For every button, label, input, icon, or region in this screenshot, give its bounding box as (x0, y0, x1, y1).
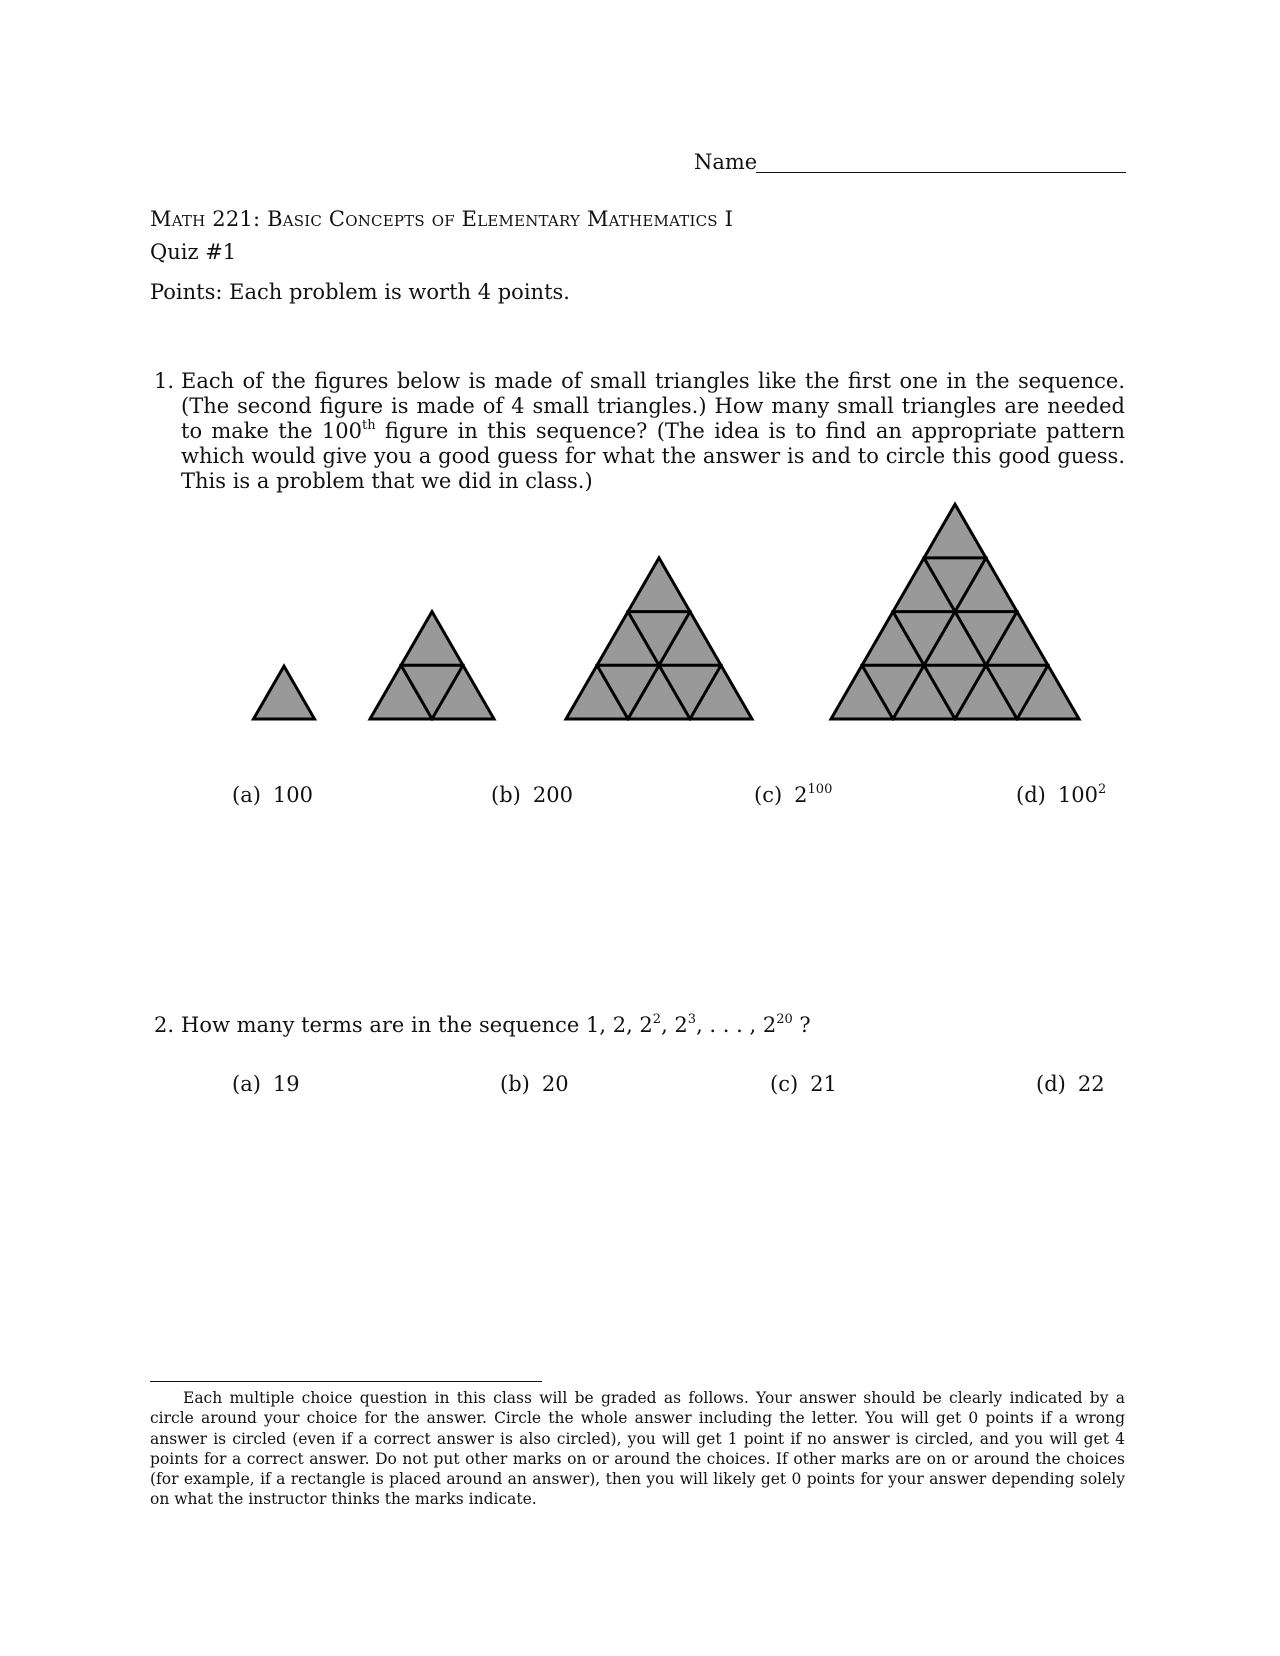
name-label: Name (694, 150, 758, 174)
question-2-text-mid2: , . . . , 2 (696, 1013, 777, 1037)
q1-option-c[interactable] (754, 783, 832, 807)
question-2-text-mid1: , 2 (661, 1013, 688, 1037)
triangle-figure-2 (370, 612, 494, 719)
triangle-figure-3 (566, 558, 752, 719)
q1-option-b-label: (b) (491, 783, 521, 807)
question-2-text-prefix: How many terms are in the sequence 1, 2, 2 (181, 1013, 653, 1037)
footnote-text: Each multiple choice question in this class will be graded as follows. Your answer should be clearly indicated by a circle around your choice for the answer. Circle the whole answer including the letter. You will get 0 points if a wrong answer is circled (even if a correct answer is also circled), you will get 1 point if no answer is circled, and you will get 4 points for a correct answer. Do not put other marks on or around the choices. If other marks are on or around the choices (for example, if a rectangle is placed around an answer), then you will likely get 0 points for your answer depending solely on what the instructor thinks the marks indicate. (150, 1389, 1125, 1509)
triangle-figure-4 (831, 504, 1079, 719)
q1-option-d-label: (d) (1016, 783, 1046, 807)
q2-option-d[interactable] (1036, 1072, 1105, 1096)
question-2-number: 2. (154, 1013, 175, 1037)
question-1-text-part2: figure in this sequence? (The idea is to find an appropriate pattern which would give you a good guess for what the answer is and to circle this good guess. This is a problem that we did in class.) (181, 419, 1125, 493)
q1-option-b[interactable] (491, 783, 573, 807)
triangle-outline (566, 558, 752, 719)
q2-option-b[interactable] (500, 1072, 569, 1096)
question-2-text-suffix: ? (792, 1013, 811, 1037)
course-title: Math 221: Basic Concepts of Elementary Mathematics I (150, 207, 734, 231)
q2-option-d-value: 22 (1077, 1072, 1105, 1096)
q2-option-c-label: (c) (770, 1072, 799, 1096)
question-2-text (181, 1013, 811, 1037)
points-text: Points: Each problem is worth 4 points. (150, 280, 570, 304)
triangle-sequence-figure (0, 0, 1280, 760)
triangle-outline (254, 666, 315, 719)
q1-option-a[interactable] (232, 783, 313, 807)
q2-option-a[interactable] (232, 1072, 300, 1096)
question-1-text-part1: Each of the figures below is made of small triangles like the first one in the sequence. (The second figure is made of 4 small triangles.) How many small triangles are needed to make the 100 (181, 369, 1125, 443)
question-1-text-sup: th (361, 418, 376, 433)
question-2-sup-3: 20 (776, 1012, 793, 1027)
triangle-figure-1 (254, 666, 315, 719)
q2-option-b-label: (b) (500, 1072, 530, 1096)
q1-option-d-base: 100 (1057, 783, 1098, 807)
q2-option-d-label: (d) (1036, 1072, 1066, 1096)
q2-option-a-value: 19 (272, 1072, 300, 1096)
q1-option-d[interactable] (1016, 783, 1106, 807)
q2-option-c-value: 21 (810, 1072, 837, 1096)
q2-option-c[interactable] (770, 1072, 837, 1096)
q1-option-d-exponent: 2 (1097, 782, 1107, 797)
footnote-rule (150, 1381, 542, 1382)
q1-option-a-label: (a) (232, 783, 261, 807)
question-2-sup-2: 3 (687, 1012, 697, 1027)
q2-option-a-label: (a) (232, 1072, 261, 1096)
q1-option-b-value: 200 (532, 783, 573, 807)
quiz-label: Quiz #1 (150, 240, 237, 264)
q1-option-a-value: 100 (272, 783, 313, 807)
question-2-sup-1: 2 (652, 1012, 662, 1027)
q1-option-c-exponent: 100 (807, 782, 833, 797)
q2-option-b-value: 20 (541, 1072, 569, 1096)
q1-option-c-base: 2 (794, 783, 808, 807)
question-1-number: 1. (154, 369, 175, 393)
q1-option-c-label: (c) (754, 783, 783, 807)
